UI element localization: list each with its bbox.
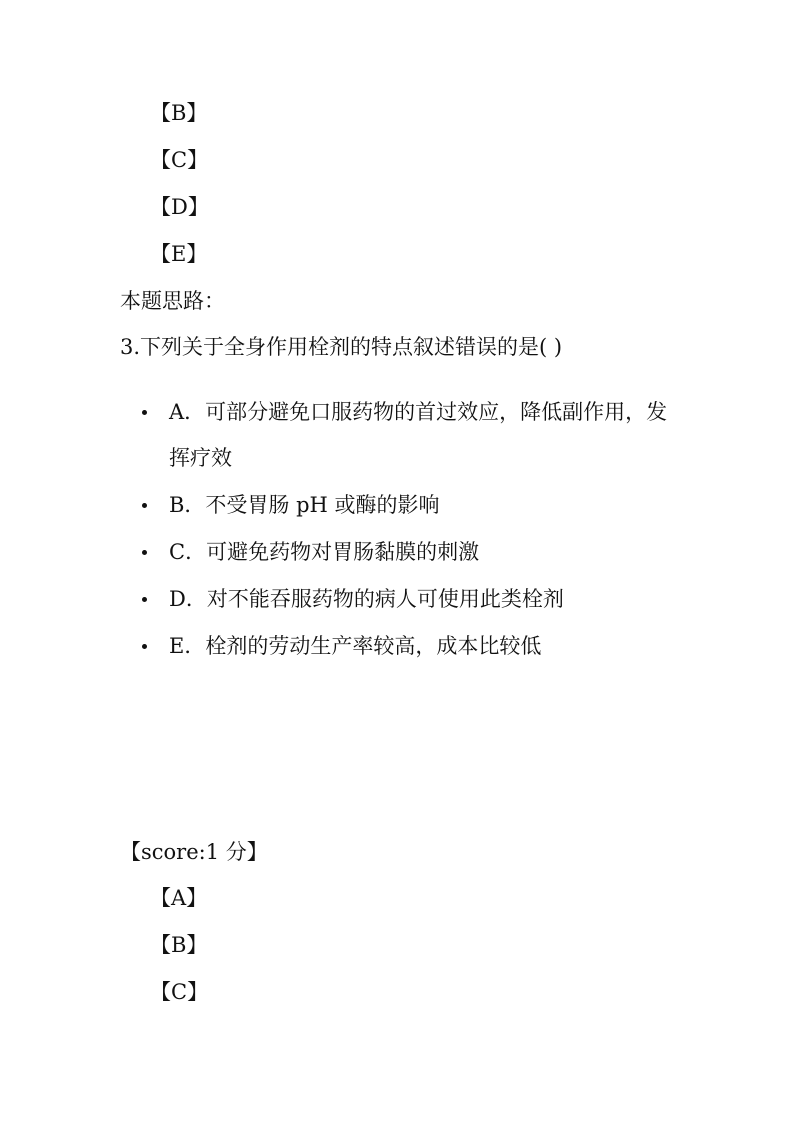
choice-a: A．可部分避免口服药物的首过效应，降低副作用，发挥疗效 <box>169 400 668 470</box>
option-d: 【D】 <box>150 195 209 219</box>
analysis-label: 本题思路： <box>120 289 225 313</box>
option-c: 【C】 <box>150 148 209 172</box>
option-a: 【A】 <box>150 886 208 910</box>
bullet-icon <box>142 644 147 649</box>
choice-e: E．栓剂的劳动生产率较高，成本比较低 <box>169 634 542 658</box>
bullet-icon <box>142 550 147 555</box>
option-e: 【E】 <box>150 242 208 266</box>
choice-b: B．不受胃肠 pH 或酶的影响 <box>169 493 440 517</box>
option-b: 【B】 <box>150 933 208 957</box>
bullet-icon <box>142 597 147 602</box>
score-label: 【score:1 分】 <box>120 840 268 864</box>
bullet-icon <box>142 410 147 415</box>
choice-c: C．可避免药物对胃肠黏膜的刺激 <box>169 540 480 564</box>
option-b: 【B】 <box>150 101 208 125</box>
question-text: 3.下列关于全身作用栓剂的特点叙述错误的是( ) <box>120 335 563 359</box>
choice-d: D．对不能吞服药物的病人可使用此类栓剂 <box>169 587 564 611</box>
bullet-icon <box>142 503 147 508</box>
option-c: 【C】 <box>150 980 209 1004</box>
